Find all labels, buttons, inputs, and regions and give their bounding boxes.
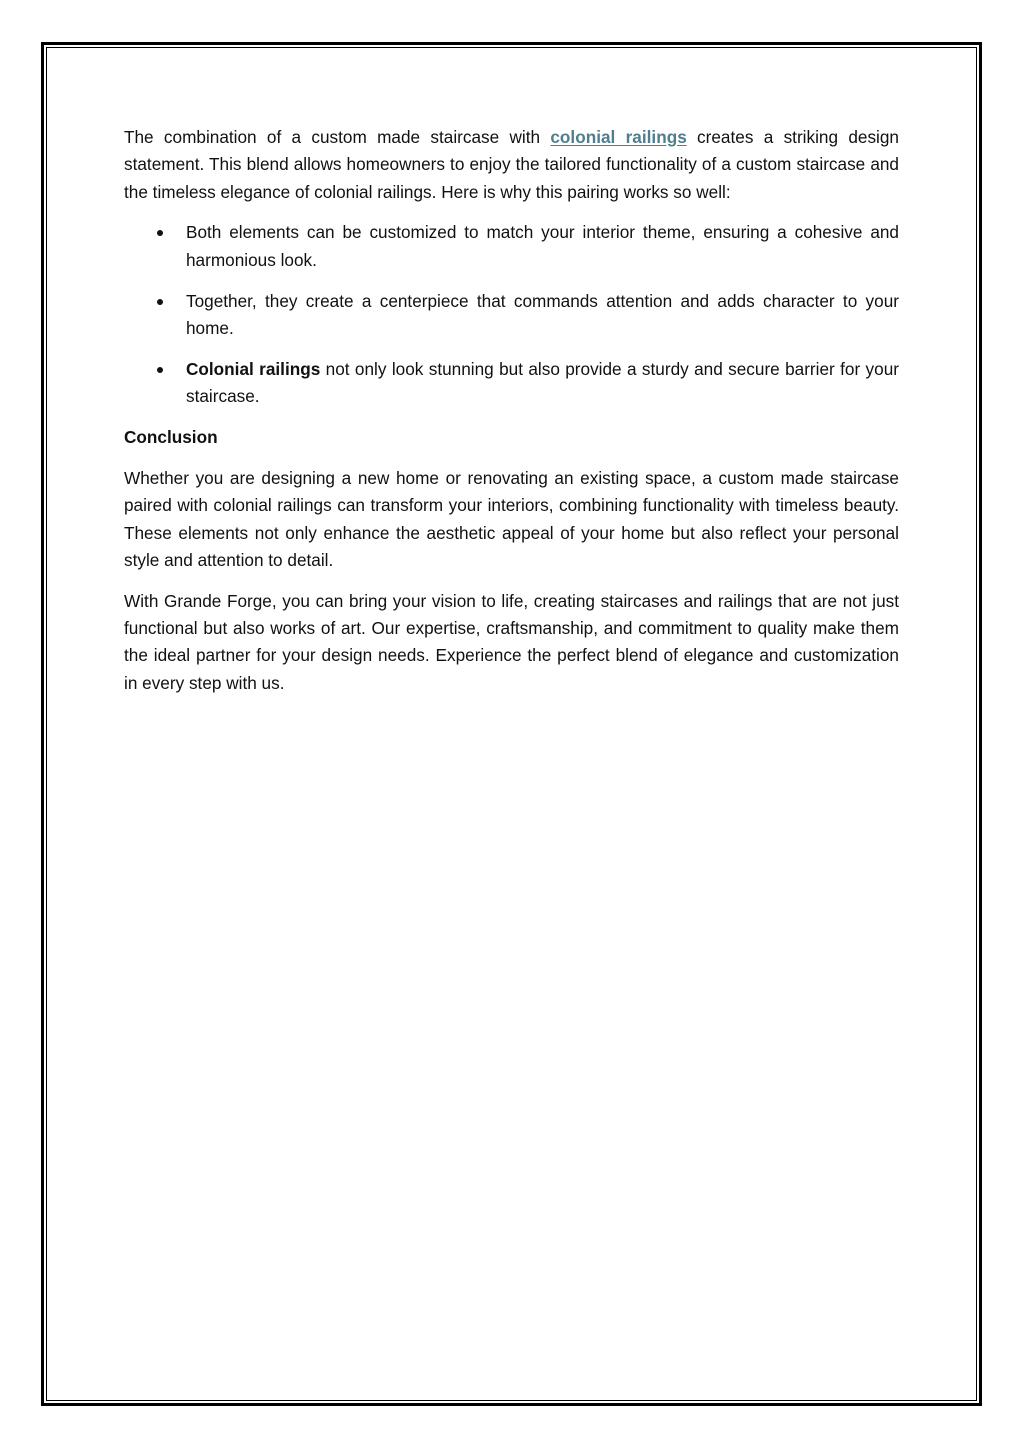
colonial-railings-link[interactable]: colonial railings [550,127,687,147]
bullet-icon [157,367,163,373]
list-item-text: Together, they create a centerpiece that commands attention and adds character to your home. [186,290,899,338]
bullet-icon [157,299,163,305]
bullet-icon [157,230,163,236]
intro-text-after-link: creates a striking design statement. This blend allows homeowners to enjoy the tailored functionality of a custom staircase and the timeless elegance of colonial railings. Here is why this pairing works so well: [124,127,899,202]
intro-text-before-link: The combination of a custom made staircase with [124,127,551,147]
conclusion-heading: Conclusion [124,427,218,448]
list-item-text: not only look stunning but also provide a sturdy and secure barrier for your staircase. [186,358,899,407]
list-item [124,219,899,274]
list-item-text: Both elements can be customized to match your interior theme, ensuring a cohesive and harmonious look. [186,222,899,270]
conclusion-paragraph-1: Whether you are designing a new home or renovating an existing space, a custom made staircase paired with colonial railings can transform your interiors, combining functionality with timeless beauty. These elements not only enhance the aesthetic appeal of your home but also reflect your personal style and attention to detail. [124,467,899,570]
intro-paragraph [124,124,899,206]
document-body [124,124,899,711]
list-item-bold: Colonial railings [186,358,321,379]
benefits-list [124,219,899,410]
list-item [124,288,899,343]
conclusion-paragraph-2: With Grande Forge, you can bring your vision to life, creating staircases and railings that are not just functional but also works of art. Our expertise, craftsmanship, and commitment to quality make them the ideal partner for your design needs. Experience the perfect blend of elegance and customization in every step with us. [124,590,899,693]
list-item [124,356,899,411]
